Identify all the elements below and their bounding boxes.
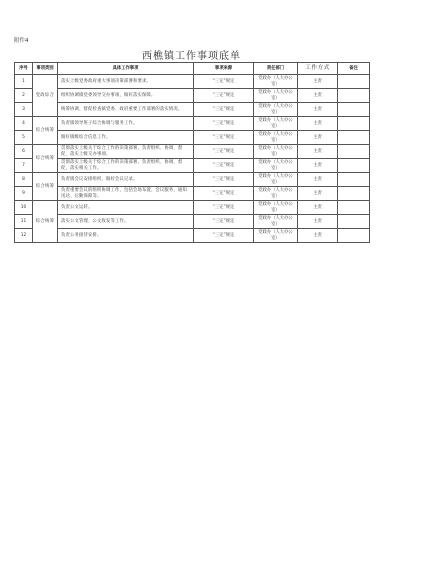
cell-category: 综合统筹 <box>33 173 58 201</box>
header-dept: 责任部门 <box>254 63 298 75</box>
table-body <box>15 75 370 243</box>
cell-dept: 党政办（人大办公室） <box>254 103 298 117</box>
header-category: 事项类别 <box>33 63 58 75</box>
cell-task: 落实上级党委政府重大事项决策部署和要求。 <box>58 75 194 89</box>
table-row <box>15 131 370 145</box>
cell-note <box>338 229 370 243</box>
cell-dept: 党政办（人大办公室） <box>254 117 298 131</box>
table-row <box>15 117 370 131</box>
cell-task: 负责镇会议安排组织，做好会议记录。 <box>58 173 194 187</box>
table-row <box>15 75 370 89</box>
cell-category: 综合统筹 <box>33 145 58 173</box>
cell-dept: 党政办（人大办公室） <box>254 201 298 215</box>
cell-source: “三定”规定 <box>194 75 254 89</box>
table-header <box>15 63 370 75</box>
cell-no: 4 <box>15 117 33 131</box>
header-no: 序号 <box>15 63 33 75</box>
cell-dept: 党政办（人大办公室） <box>254 145 298 159</box>
cell-source: “三定”规定 <box>194 187 254 201</box>
table-row <box>15 103 370 117</box>
cell-source: “三定”规定 <box>194 145 254 159</box>
cell-method: 主责 <box>298 173 338 187</box>
table-row <box>15 229 370 243</box>
table-row <box>15 187 370 201</box>
cell-method: 主责 <box>298 75 338 89</box>
cell-category: 综合统筹 <box>33 117 58 145</box>
cell-note <box>338 145 370 159</box>
cell-note <box>338 131 370 145</box>
cell-note <box>338 159 370 173</box>
cell-no: 3 <box>15 103 33 117</box>
cell-method: 主责 <box>298 103 338 117</box>
cell-note <box>338 187 370 201</box>
cell-note <box>338 173 370 187</box>
table-row <box>15 89 370 103</box>
cell-task: 落实公文管理、公文收发等工作。 <box>58 215 194 229</box>
cell-method: 主责 <box>298 145 338 159</box>
cell-task: 贯彻落实上级关于综合工作的决策部署，负责组织、协调、督促、落实上级交办事项。 <box>58 145 194 159</box>
cell-dept: 党政办（人大办公室） <box>254 89 298 103</box>
cell-no: 11 <box>15 215 33 229</box>
cell-method: 主责 <box>298 187 338 201</box>
cell-task: 贯彻落实上级关于综合工作的决策部署，负责组织、协调、督促、落实相关工作。 <box>58 159 194 173</box>
header-row <box>15 63 370 75</box>
cell-no: 5 <box>15 131 33 145</box>
cell-source: “三定”规定 <box>194 117 254 131</box>
cell-note <box>338 103 370 117</box>
cell-dept: 党政办（人大办公室） <box>254 173 298 187</box>
cell-source: “三定”规定 <box>194 201 254 215</box>
table-row <box>15 173 370 187</box>
cell-method: 主责 <box>298 159 338 173</box>
cell-source: “三定”规定 <box>194 89 254 103</box>
cell-dept: 党政办（人大办公室） <box>254 215 298 229</box>
cell-no: 9 <box>15 187 33 201</box>
cell-category: 党政综合 <box>33 75 58 117</box>
table-row <box>15 145 370 159</box>
cell-task: 负责重要会议的组织协调工作，包括会场布置、会议服务、通知送达、后勤保障等。 <box>58 187 194 201</box>
cell-dept: 党政办（人大办公室） <box>254 187 298 201</box>
header-source: 事项来源 <box>194 63 254 75</box>
cell-task: 负责公务接待安排。 <box>58 229 194 243</box>
header-task: 具体工作事项 <box>58 63 194 75</box>
cell-no: 12 <box>15 229 33 243</box>
cell-task: 组织协调镇党委领导交办事项，做好落实保障。 <box>58 89 194 103</box>
header-note: 备注 <box>338 63 370 75</box>
cell-dept: 党政办（人大办公室） <box>254 131 298 145</box>
cell-note <box>338 89 370 103</box>
table-row <box>15 159 370 173</box>
table-row <box>15 215 370 229</box>
cell-source: “三定”规定 <box>194 173 254 187</box>
cell-task: 做好镇级综合信息工作。 <box>58 131 194 145</box>
cell-no: 1 <box>15 75 33 89</box>
table-row <box>15 201 370 215</box>
cell-no: 7 <box>15 159 33 173</box>
cell-note <box>338 215 370 229</box>
cell-note <box>338 75 370 89</box>
cell-method: 主责 <box>298 201 338 215</box>
cell-task: 负责镇领导班子综合协调与服务工作。 <box>58 117 194 131</box>
cell-source: “三定”规定 <box>194 215 254 229</box>
cell-no: 6 <box>15 145 33 159</box>
cell-no: 10 <box>15 201 33 215</box>
cell-method: 主责 <box>298 89 338 103</box>
cell-source: “三定”规定 <box>194 103 254 117</box>
cell-note <box>338 117 370 131</box>
attachment-label: 附件4 <box>14 38 29 44</box>
cell-task: 负责公文运转。 <box>58 201 194 215</box>
cell-task: 统筹协调、督促检查镇党委、政府重要工作部署的落实情况。 <box>58 103 194 117</box>
cell-no: 8 <box>15 173 33 187</box>
cell-category: 综合统筹 <box>33 201 58 243</box>
cell-source: “三定”规定 <box>194 229 254 243</box>
cell-dept: 党政办（人大办公室） <box>254 229 298 243</box>
cell-method: 主责 <box>298 117 338 131</box>
document-title: 西樵镇工作事项底单 <box>142 51 241 62</box>
header-method: 工作方式 <box>298 63 338 75</box>
cell-no: 2 <box>15 89 33 103</box>
cell-method: 主责 <box>298 229 338 243</box>
cell-dept: 党政办（人大办公室） <box>254 75 298 89</box>
cell-note <box>338 201 370 215</box>
cell-method: 主责 <box>298 131 338 145</box>
cell-method: 主责 <box>298 215 338 229</box>
cell-source: “三定”规定 <box>194 131 254 145</box>
cell-dept: 党政办（人大办公室） <box>254 159 298 173</box>
cell-source: “三定”规定 <box>194 159 254 173</box>
work-items-table <box>14 62 370 243</box>
